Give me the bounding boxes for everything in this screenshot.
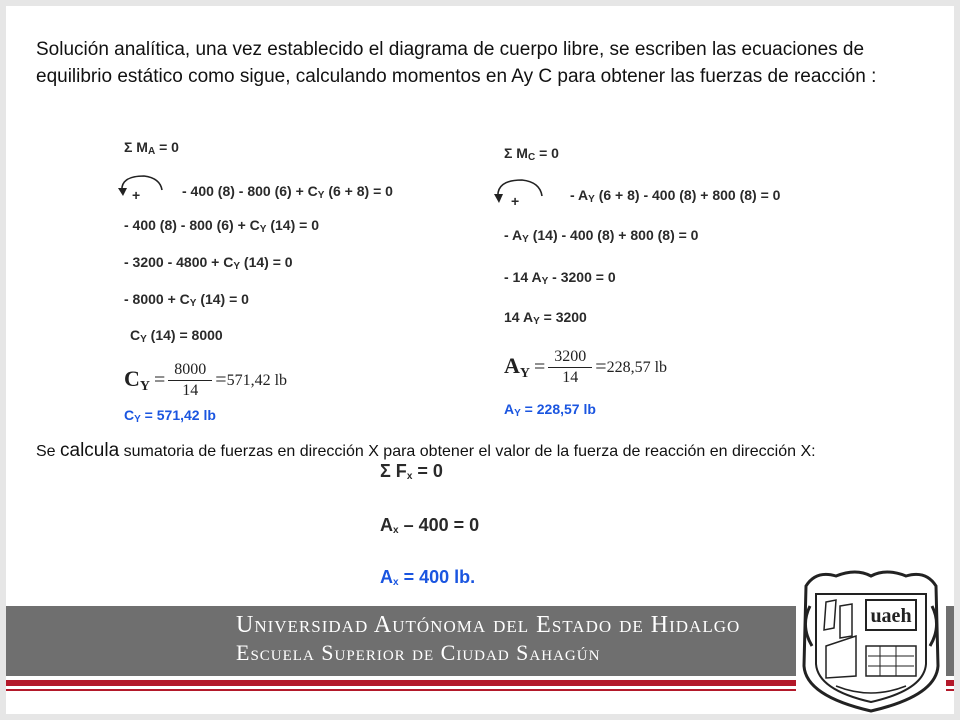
forces-x-paragraph: Se calcula sumatoria de fuerzas en dirección X para obtener el valor de la fuerza de reacción en dirección X: [36,440,816,461]
uaeh-shield-logo-icon [796,566,946,714]
intro-text: Solución analítica, una vez establecido el diagrama de cuerpo libre, se escriben las ecuaciones de equilibrio estático como sigue, calculando momentos en Ay C para obtener las fuerzas de reacción : [36,39,877,87]
x-equation: $A_x - 400 = 0$ [380,515,480,536]
left-equation-1: - 400 (8) - 800 $(6) + C_Y$ (6 + 8) = 0 [182,183,393,201]
left-equation-3: - $3200 - 4800 + C_Y$ (14) = 0 [124,254,293,272]
right-plus-sign: + [511,193,520,209]
right-fraction-numerator: 3200 [554,348,587,365]
left-fraction-denominator: 14 [182,382,199,399]
x-result: $A_x = 400$ lb. [380,567,476,588]
school-name: Escuela Superior de Ciudad Sahagún [236,640,601,665]
right-equation-2: - $A_Y$ (14) - 400 (8) + 800 (8) = 0 [504,227,699,245]
x-sum-forces: Σ $F_x = 0$ [380,461,443,482]
right-result: $A_Y = 228,57$ lb [504,401,596,419]
left-equation-2: - 400 (8) - 800 $(6) + C_Y$ (14) = 0 [124,217,319,235]
logo-text: uaeh [870,605,912,627]
slide [6,6,954,714]
left-fraction-equation: $C_Y$ = $\frac{8000}{14}$ = 571,42 lb [124,361,288,399]
right-equation-3: - 14 $A_Y - 3200 = 0$ [504,269,616,287]
university-name: Universidad Autónoma del Estado de Hidalgo [236,612,741,638]
right-fraction-result: 228,57 lb [606,358,668,376]
right-fraction-equation: $A_Y$ = $\frac{3200}{14}$ = 228,57 lb [504,348,668,386]
left-fraction-result: 571,42 lb [226,371,288,389]
right-equation-1: - $A_Y$ (6 + 8) - 400 (8) + 800 (8) = 0 [570,187,781,205]
left-fraction-numerator: 8000 [174,361,207,378]
right-fraction-denominator: 14 [562,369,579,386]
left-equation-5: $C_Y$ (14) = 8000 [130,327,223,345]
right-sum-moment: Σ $M_C = 0$ [504,145,559,163]
left-sum-moment: Σ $M_A = 0$ [124,139,179,157]
left-result: $C_Y = 571,42$ lb [124,407,216,425]
left-plus-sign: + [132,187,141,203]
left-equation-4: - $8000 + C_Y$ (14) = 0 [124,291,249,309]
right-equation-4: 14 $A_Y = 3200$ [504,309,587,327]
